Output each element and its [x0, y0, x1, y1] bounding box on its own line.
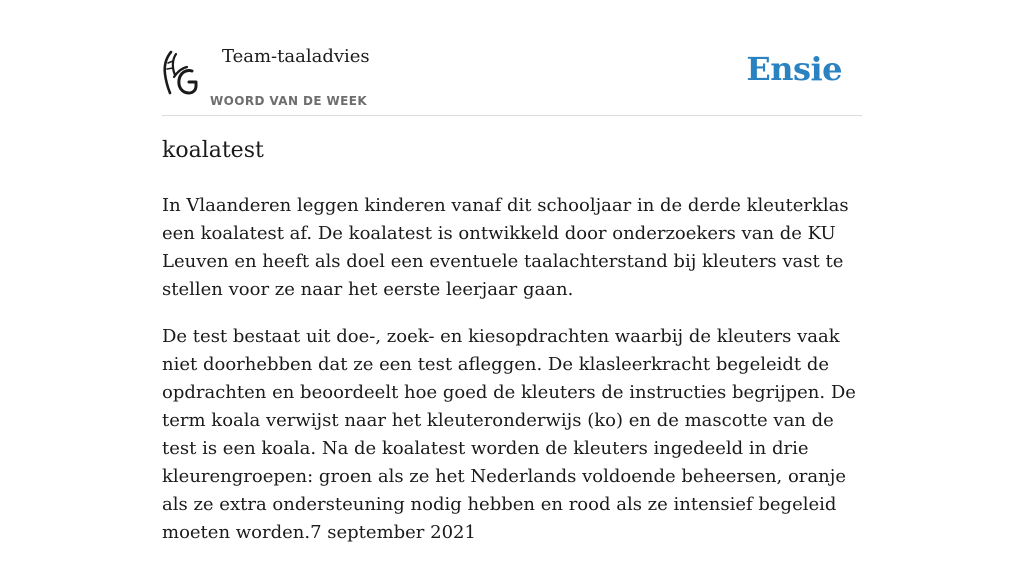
- article-body: [162, 192, 862, 566]
- card-header: [162, 40, 862, 116]
- flemish-lion-logo-icon: [162, 49, 198, 95]
- series-label: WOORD VAN DE WEEK: [210, 94, 368, 108]
- page-title: koalatest: [162, 138, 264, 163]
- share-card: [162, 0, 862, 543]
- paragraph: In Vlaanderen leggen kinderen vanaf dit schooljaar in de derde kleuterklas een koalatest af. De koalatest is ontwikkeld door onderzoekers van de KU Leuven en heeft als doel een eventuele taalachterstand bij kleuters vast te stellen voor ze naar het eerste leerjaar gaan.: [162, 195, 849, 300]
- brand-logo[interactable]: Ensie: [746, 50, 842, 88]
- author-name: Team-taaladvies: [222, 46, 370, 67]
- paragraph: De test bestaat uit doe-, zoek- en kiesopdrachten waarbij de kleuters vaak niet doorhebben dat ze een test afleggen. De klasleerkracht begeleidt de opdrachten en beoordeelt hoe goed de kleuters de instructies begrijpen. De term koala verwijst naar het kleuteronderwijs (ko) en de mascotte van de test is een koala. Na de koalatest worden de kleuters ingedeeld in drie kleurengroepen: groen als ze het Nederlands voldoende beheersen, oranje als ze extra ondersteuning nodig hebben en rood als ze intensief begeleid moeten worden.7 september 2021: [162, 326, 856, 543]
